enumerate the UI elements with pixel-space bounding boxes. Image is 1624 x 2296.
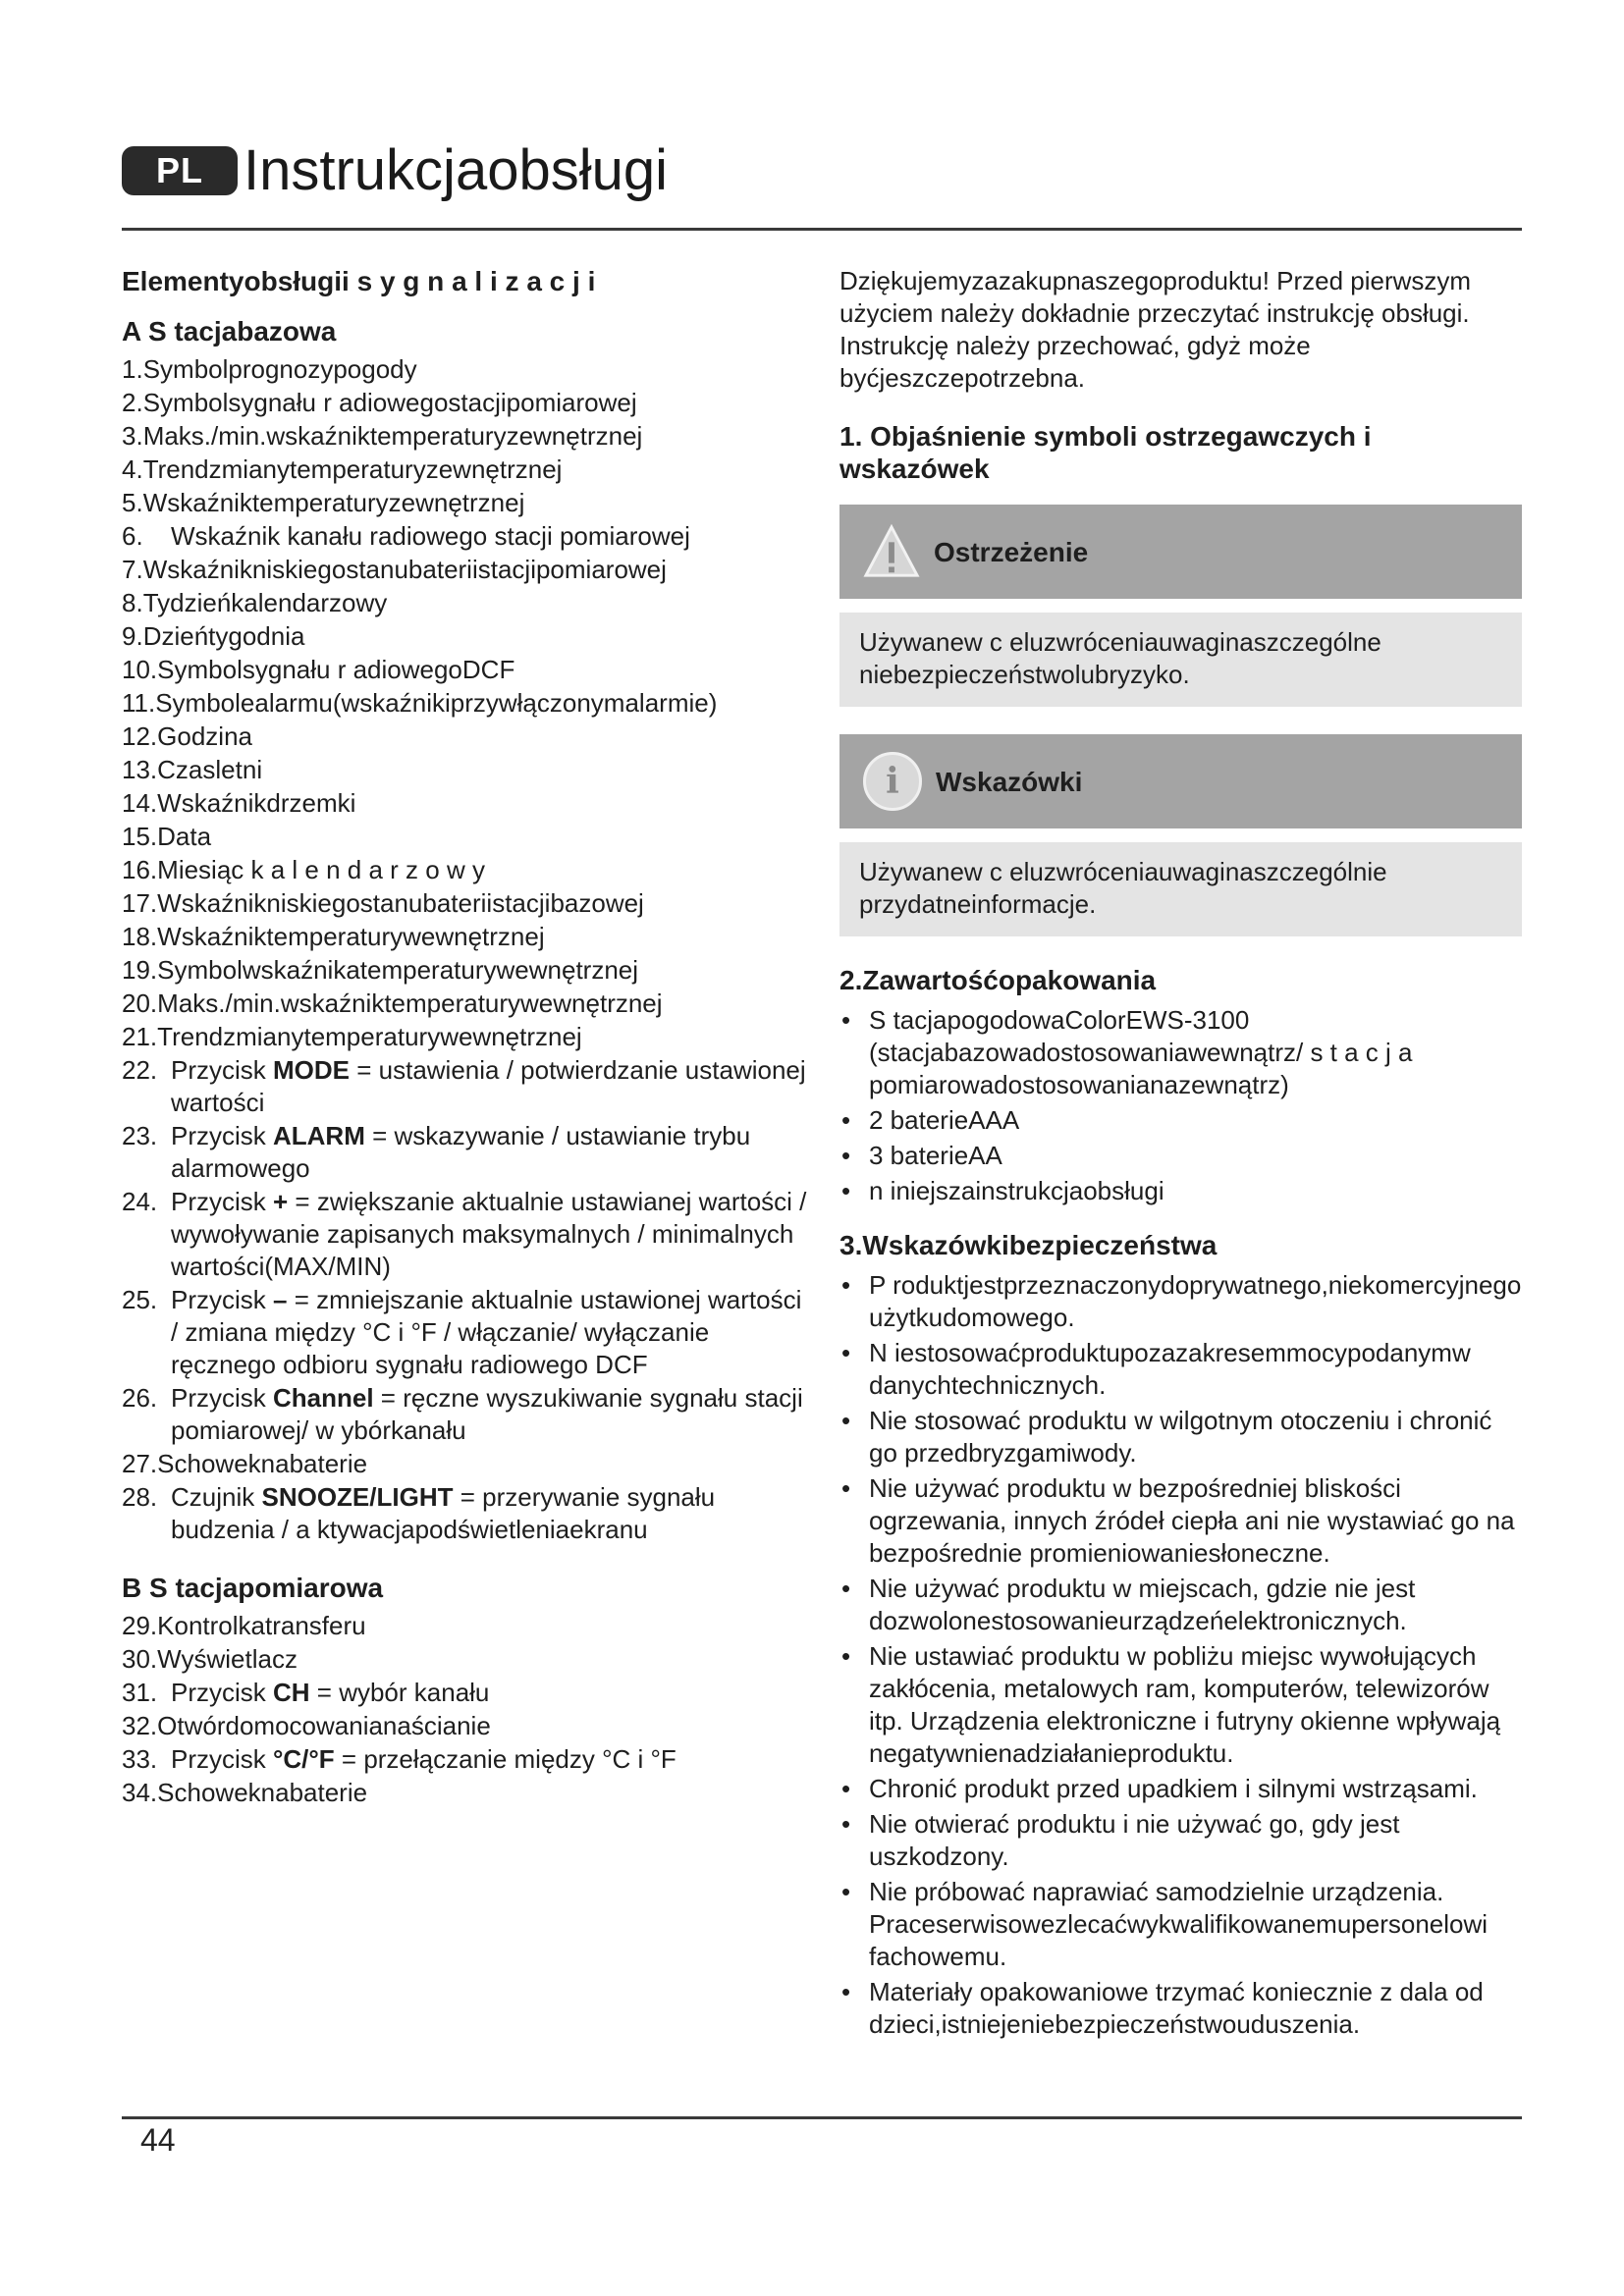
list-item: • Nie ustawiać produktu w pobliżu miejsc wywołujących zakłócenia, metalowych ram, komputerów, telewizorów itp. Urządzenia elektroniczne i futryny okienne wpływają negatywnienadziałanieproduktu. — [839, 1640, 1522, 1770]
list-item: • S tacjapogodowaColorEWS-3100 (stacjabazowadostosowaniawewnątrz/ s t a c j a pomiarowadostosowanianazewnątrz) — [839, 1004, 1522, 1101]
list-item: 6. Wskaźnik kanału radiowego stacji pomiarowej — [122, 521, 690, 551]
list-item: 23. Przycisk ALARM = wskazywanie / ustawianie trybu alarmowego — [122, 1121, 751, 1183]
warning-header — [839, 505, 1522, 599]
list-item: 10.Symbolsygnału r adiowegoDCF — [122, 655, 515, 684]
warning-label: Ostrzeżenie — [934, 536, 1089, 567]
list-item: 8.Tydzieńkalendarzowy — [122, 588, 388, 617]
footer-divider — [122, 2116, 1522, 2119]
page-title: Instrukcjaobsługi — [244, 138, 668, 202]
list-item: 34.Schoweknabaterie — [122, 1778, 368, 1807]
list-item: 26. Przycisk Channel = ręczne wyszukiwanie sygnału stacji pomiarowej/ w ybórkanału — [122, 1383, 803, 1445]
list-item: 15.Data — [122, 822, 212, 851]
header-divider — [122, 228, 1522, 231]
page-number: 44 — [140, 2122, 176, 2158]
warning-text: Używanew c eluzwróceniauwaginaszczególne niebezpieczeństwolubryzyko. — [839, 613, 1522, 707]
list-item: • Materiały opakowaniowe trzymać koniecznie z dala od dzieci,istniejeniebezpieczeństwouduszenia. — [839, 1976, 1522, 2041]
intro-paragraph: Dziękujemyzazakupnaszegoproduktu! Przed pierwszym użyciem należy dokładnie przeczytać instrukcję obsługi. Instrukcję należy przechować, gdyż może byćjeszczepotrzebna. — [839, 266, 1472, 393]
list-item: • Nie używać produktu w miejscach, gdzie nie jest dozwolonestosowanieurządzeńelektronicznych. — [839, 1573, 1522, 1637]
list-item: 31. Przycisk CH = wybór kanału — [122, 1678, 490, 1707]
list-item: 18.Wskaźniktemperaturywewnętrznej — [122, 922, 545, 951]
list-item: 33. Przycisk °C/°F = przełączanie między °C i °F — [122, 1744, 677, 1774]
language-badge: PL — [122, 146, 238, 195]
list-item: 25. Przycisk – = zmniejszanie aktualnie ustawionej wartości / zmiana między °C i °F / włączanie/ wyłączanie ręcznego odbioru sygnału radiowego DCF — [122, 1285, 802, 1379]
list-item: 21.Trendzmianytemperaturywewnętrznej — [122, 1022, 582, 1051]
list-item: 32.Otwórdomocowanianaścianie — [122, 1711, 491, 1740]
list-item: 9.Dzieńtygodnia — [122, 621, 305, 651]
tips-text: Używanew c eluzwróceniauwaginaszczególnie przydatneinformacje. — [839, 842, 1522, 936]
list-item: 5.Wskaźniktemperaturyzewnętrznej — [122, 488, 525, 517]
list-item: 3.Maks./min.wskaźniktemperaturyzewnętrznej — [122, 421, 643, 451]
tips-header — [839, 734, 1522, 828]
list-item: 1.Symbolprognozypogody — [122, 354, 417, 384]
tips-label: Wskazówki — [936, 766, 1083, 797]
list-item: • Nie stosować produktu w wilgotnym otoczeniu i chronić go przedbryzgamiwody. — [839, 1405, 1522, 1469]
list-item: 30.Wyświetlacz — [122, 1644, 298, 1674]
list-item: 4.Trendzmianytemperaturyzewnętrznej — [122, 454, 563, 484]
list-item: 22. Przycisk MODE = ustawienia / potwierdzanie ustawionej wartości — [122, 1055, 806, 1117]
list-item: 16.Miesiąc k a l e n d a r z o w y — [122, 855, 485, 884]
list-item: 24. Przycisk + = zwiększanie aktualnie ustawianej wartości / wywoływanie zapisanych maksymalnych / minimalnych wartości(MAX/MIN) — [122, 1187, 807, 1281]
list-item: • Nie używać produktu w bezpośredniej bliskości ogrzewania, innych źródeł ciepła ani nie wystawiać go na bezpośrednie promieniowaniesłoneczne. — [839, 1472, 1522, 1570]
list-item: • 2 baterieAAA — [839, 1104, 1522, 1137]
list-item: • 3 baterieAA — [839, 1140, 1522, 1172]
list-item: • P roduktjestprzeznaczonydoprywatnego,niekomercyjnego użytkudomowego. — [839, 1269, 1522, 1334]
list-item: 14.Wskaźnikdrzemki — [122, 788, 356, 818]
list-item: 28. Czujnik SNOOZE/LIGHT = przerywanie sygnału budzenia / a ktywacjapodświetleniaekranu — [122, 1482, 716, 1544]
list-item: 29.Kontrolkatransferu — [122, 1611, 366, 1640]
safety-title: 3.Wskazówkibezpieczeństwa — [839, 1230, 1218, 1260]
left-column — [122, 265, 809, 1810]
list-item: • n iniejszainstrukcjaobsługi — [839, 1175, 1522, 1207]
package-contents-list — [839, 1004, 1522, 1207]
station-a-list — [122, 353, 809, 1546]
right-column — [839, 265, 1522, 2044]
list-item: 2.Symbolsygnału r adiowegostacjipomiarowej — [122, 388, 637, 417]
list-item: 20.Maks./min.wskaźniktemperaturywewnętrznej — [122, 988, 663, 1018]
warning-triangle-icon — [863, 523, 920, 580]
list-item: 27.Schoweknabaterie — [122, 1449, 368, 1478]
package-contents-title: 2.Zawartośćopakowania — [839, 965, 1157, 995]
station-b-heading: B S tacjapomiarowa — [122, 1573, 384, 1603]
station-b-list — [122, 1610, 809, 1809]
list-item: 11.Symbolealarmu(wskaźnikiprzywłączonymalarmie) — [122, 688, 718, 718]
safety-list — [839, 1269, 1522, 2041]
symbols-title: 1. Objaśnienie symboli ostrzegawczych i wskazówek — [839, 421, 1372, 484]
list-item: 12.Godzina — [122, 721, 252, 751]
list-item: 17.Wskaźnikniskiegostanubateriistacjibazowej — [122, 888, 644, 918]
list-item: 7.Wskaźnikniskiegostanubateriistacjipomiarowej — [122, 555, 667, 584]
page-header — [122, 138, 668, 202]
info-icon: i — [863, 752, 922, 811]
list-item: • Nie próbować naprawiać samodzielnie urządzenia. Praceserwisowezlecaćwykwalifikowanemupersonelowi fachowemu. — [839, 1876, 1522, 1973]
controls-title: Elementyobsługii s y g n a l i z a c j i — [122, 266, 596, 296]
list-item: 13.Czasletni — [122, 755, 263, 784]
list-item: • Chronić produkt przed upadkiem i silnymi wstrząsami. — [839, 1773, 1522, 1805]
station-a-heading: A S tacjabazowa — [122, 316, 337, 347]
list-item: • N iestosowaćproduktupozazakresemmocypodanymw danychtechnicznych. — [839, 1337, 1522, 1402]
list-item: • Nie otwierać produktu i nie używać go, gdy jest uszkodzony. — [839, 1808, 1522, 1873]
list-item: 19.Symbolwskaźnikatemperaturywewnętrznej — [122, 955, 639, 985]
